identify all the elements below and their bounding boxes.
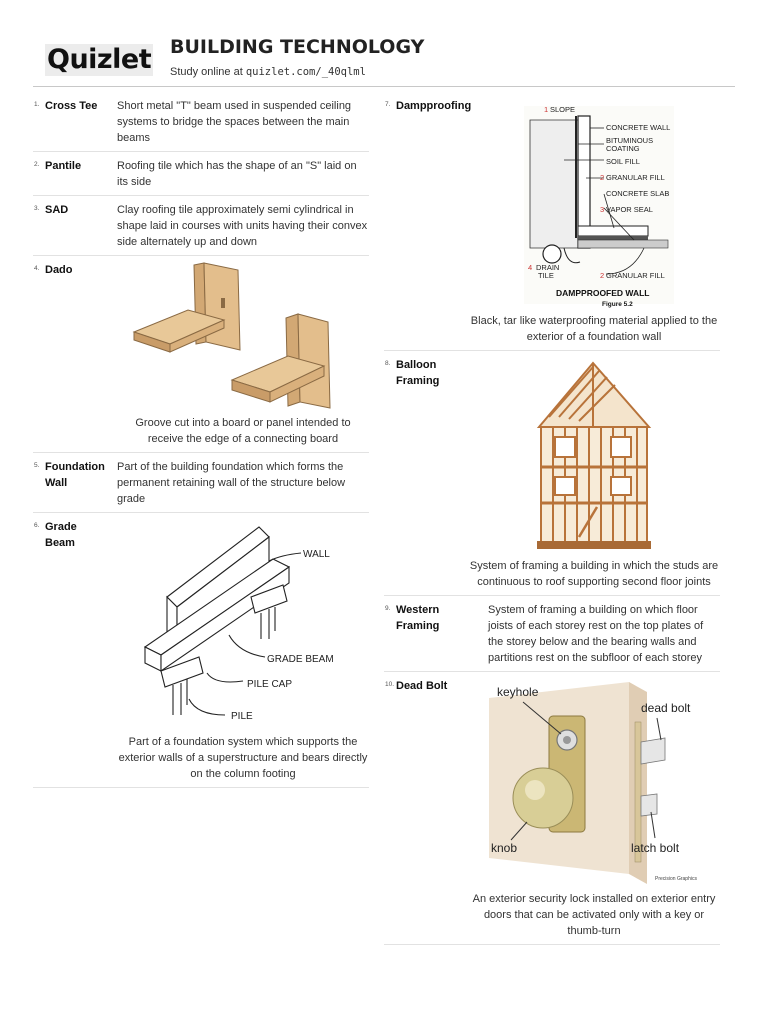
list-item-balloon-framing xyxy=(384,351,720,596)
entry-definition: Short metal "T" beam used in suspended ceiling systems to bridge the spaces between the main beams xyxy=(117,100,352,144)
label-pile-cap: PILE CAP xyxy=(247,679,293,690)
left-column xyxy=(33,92,369,788)
entry-definition: An exterior security lock installed on exterior entry doors that can be activated only with a key or thumb-turn xyxy=(472,893,716,937)
entry-term: Pantile xyxy=(45,160,82,172)
damp-concrete-slab: CONCRETE SLAB xyxy=(606,189,670,198)
entry-number: 2. xyxy=(34,161,40,168)
entry-number: 4. xyxy=(34,265,40,272)
entry-definition: Part of a foundation system which supports the exterior walls of a superstructure and bears directly on the column footing xyxy=(118,736,368,780)
entry-definition: System of framing a building on which floor joists of each storey rest on the top plates of the storey below and the bearing walls and partitions rest on the subfloor of each storey xyxy=(488,604,704,664)
list-item-dead-bolt xyxy=(384,672,720,945)
damp-n3: 3 xyxy=(600,205,605,214)
list-item-pantile xyxy=(33,152,369,196)
label-pile: PILE xyxy=(231,711,253,722)
list-item-grade-beam xyxy=(33,513,369,788)
entry-number: 7. xyxy=(385,101,391,108)
dead-bolt-lock-illustration xyxy=(479,678,709,886)
damp-n4: 4 xyxy=(528,263,533,272)
grade-beam-image xyxy=(117,519,369,734)
entry-definition: Black, tar like waterproofing material applied to the exterior of a foundation wall xyxy=(470,315,718,343)
entry-term: Dampproofing xyxy=(396,100,472,112)
damp-concrete-wall: CONCRETE WALL xyxy=(606,123,671,132)
right-column xyxy=(384,92,720,945)
entry-term: Dado xyxy=(45,264,73,276)
damp-n2a: 2 xyxy=(600,173,605,182)
list-item-dado xyxy=(33,256,369,453)
balloon-framing-model xyxy=(519,357,669,553)
label-wall: WALL xyxy=(303,549,330,560)
list-item-western-framing xyxy=(384,596,720,672)
damp-n2b: 2 xyxy=(600,271,605,280)
entry-number: 9. xyxy=(385,605,391,612)
dado-joint-illustration xyxy=(128,262,358,410)
list-item-foundation-wall xyxy=(33,453,369,513)
damp-bituminous: BITUMINOUS xyxy=(606,136,654,145)
damp-slope: SLOPE xyxy=(550,105,576,114)
subtitle-prefix: Study online at xyxy=(170,66,243,78)
entry-number: 6. xyxy=(34,522,40,529)
list-item-cross-tee xyxy=(33,92,369,152)
entry-term: SAD xyxy=(45,204,69,216)
dampproofing-image xyxy=(468,98,720,313)
study-url-link[interactable]: quizlet.com/_40qlml xyxy=(245,66,366,78)
damp-vapor-seal: VAPOR SEAL xyxy=(606,205,653,214)
entry-definition: Clay roofing tile approximately semi cylindrical in shape laid in courses with units having their convex side alternately up and down xyxy=(117,204,368,248)
damp-drain: DRAIN xyxy=(536,263,560,272)
entry-term: Dead Bolt xyxy=(396,680,448,692)
deadbolt-latch-bolt-label: latch bolt xyxy=(631,841,680,855)
deadbolt-knob-label: knob xyxy=(491,841,518,855)
entry-number: 1. xyxy=(34,101,40,108)
quizlet-logo: Quizlet xyxy=(47,44,152,75)
entry-term: Balloon Framing xyxy=(396,359,440,387)
entry-term: Foundation Wall xyxy=(45,461,105,489)
damp-granular-fill-bottom: GRANULAR FILL xyxy=(606,271,665,280)
damp-tile: TILE xyxy=(538,271,554,280)
label-grade-beam: GRADE BEAM xyxy=(267,654,334,665)
damp-caption: DAMPPROOFED WALL xyxy=(556,288,650,298)
entry-definition: System of framing a building in which the studs are continuous to roof supporting second floor joints xyxy=(469,560,719,588)
entry-definition: Groove cut into a board or panel intended to receive the edge of a connecting board xyxy=(135,417,351,445)
list-item-sad xyxy=(33,196,369,256)
entry-definition: Roofing tile which has the shape of an "S" laid on its side xyxy=(117,160,357,188)
entry-term: Western Framing xyxy=(396,604,440,632)
entry-number: 5. xyxy=(34,462,40,469)
dead-bolt-image xyxy=(468,678,720,891)
balloon-framing-image xyxy=(468,357,720,558)
entry-number: 8. xyxy=(385,360,391,367)
entry-term: Grade Beam xyxy=(45,521,77,549)
grade-beam-diagram xyxy=(133,519,353,729)
damp-soil-fill: SOIL FILL xyxy=(606,157,640,166)
page-title: BUILDING TECHNOLOGY xyxy=(170,36,425,58)
deadbolt-dead-bolt-label: dead bolt xyxy=(641,701,691,715)
entry-number: 3. xyxy=(34,205,40,212)
dampproofed-wall-diagram xyxy=(494,98,694,308)
damp-granular-fill: GRANULAR FILL xyxy=(606,173,665,182)
deadbolt-credit: Precision Graphics xyxy=(655,876,697,882)
entry-number: 10. xyxy=(385,681,395,688)
damp-n1: 1 xyxy=(544,105,549,114)
list-item-dampproofing xyxy=(384,92,720,351)
damp-coating: COATING xyxy=(606,144,640,153)
deadbolt-keyhole-label: keyhole xyxy=(497,685,539,699)
damp-figure: Figure 5.2 xyxy=(602,301,633,308)
entry-term: Cross Tee xyxy=(45,100,98,112)
entry-definition: Part of the building foundation which forms the permanent retaining wall of the structure below grade xyxy=(117,461,346,505)
page-subtitle xyxy=(170,66,366,78)
dado-image xyxy=(117,262,369,415)
header-divider xyxy=(33,86,735,87)
